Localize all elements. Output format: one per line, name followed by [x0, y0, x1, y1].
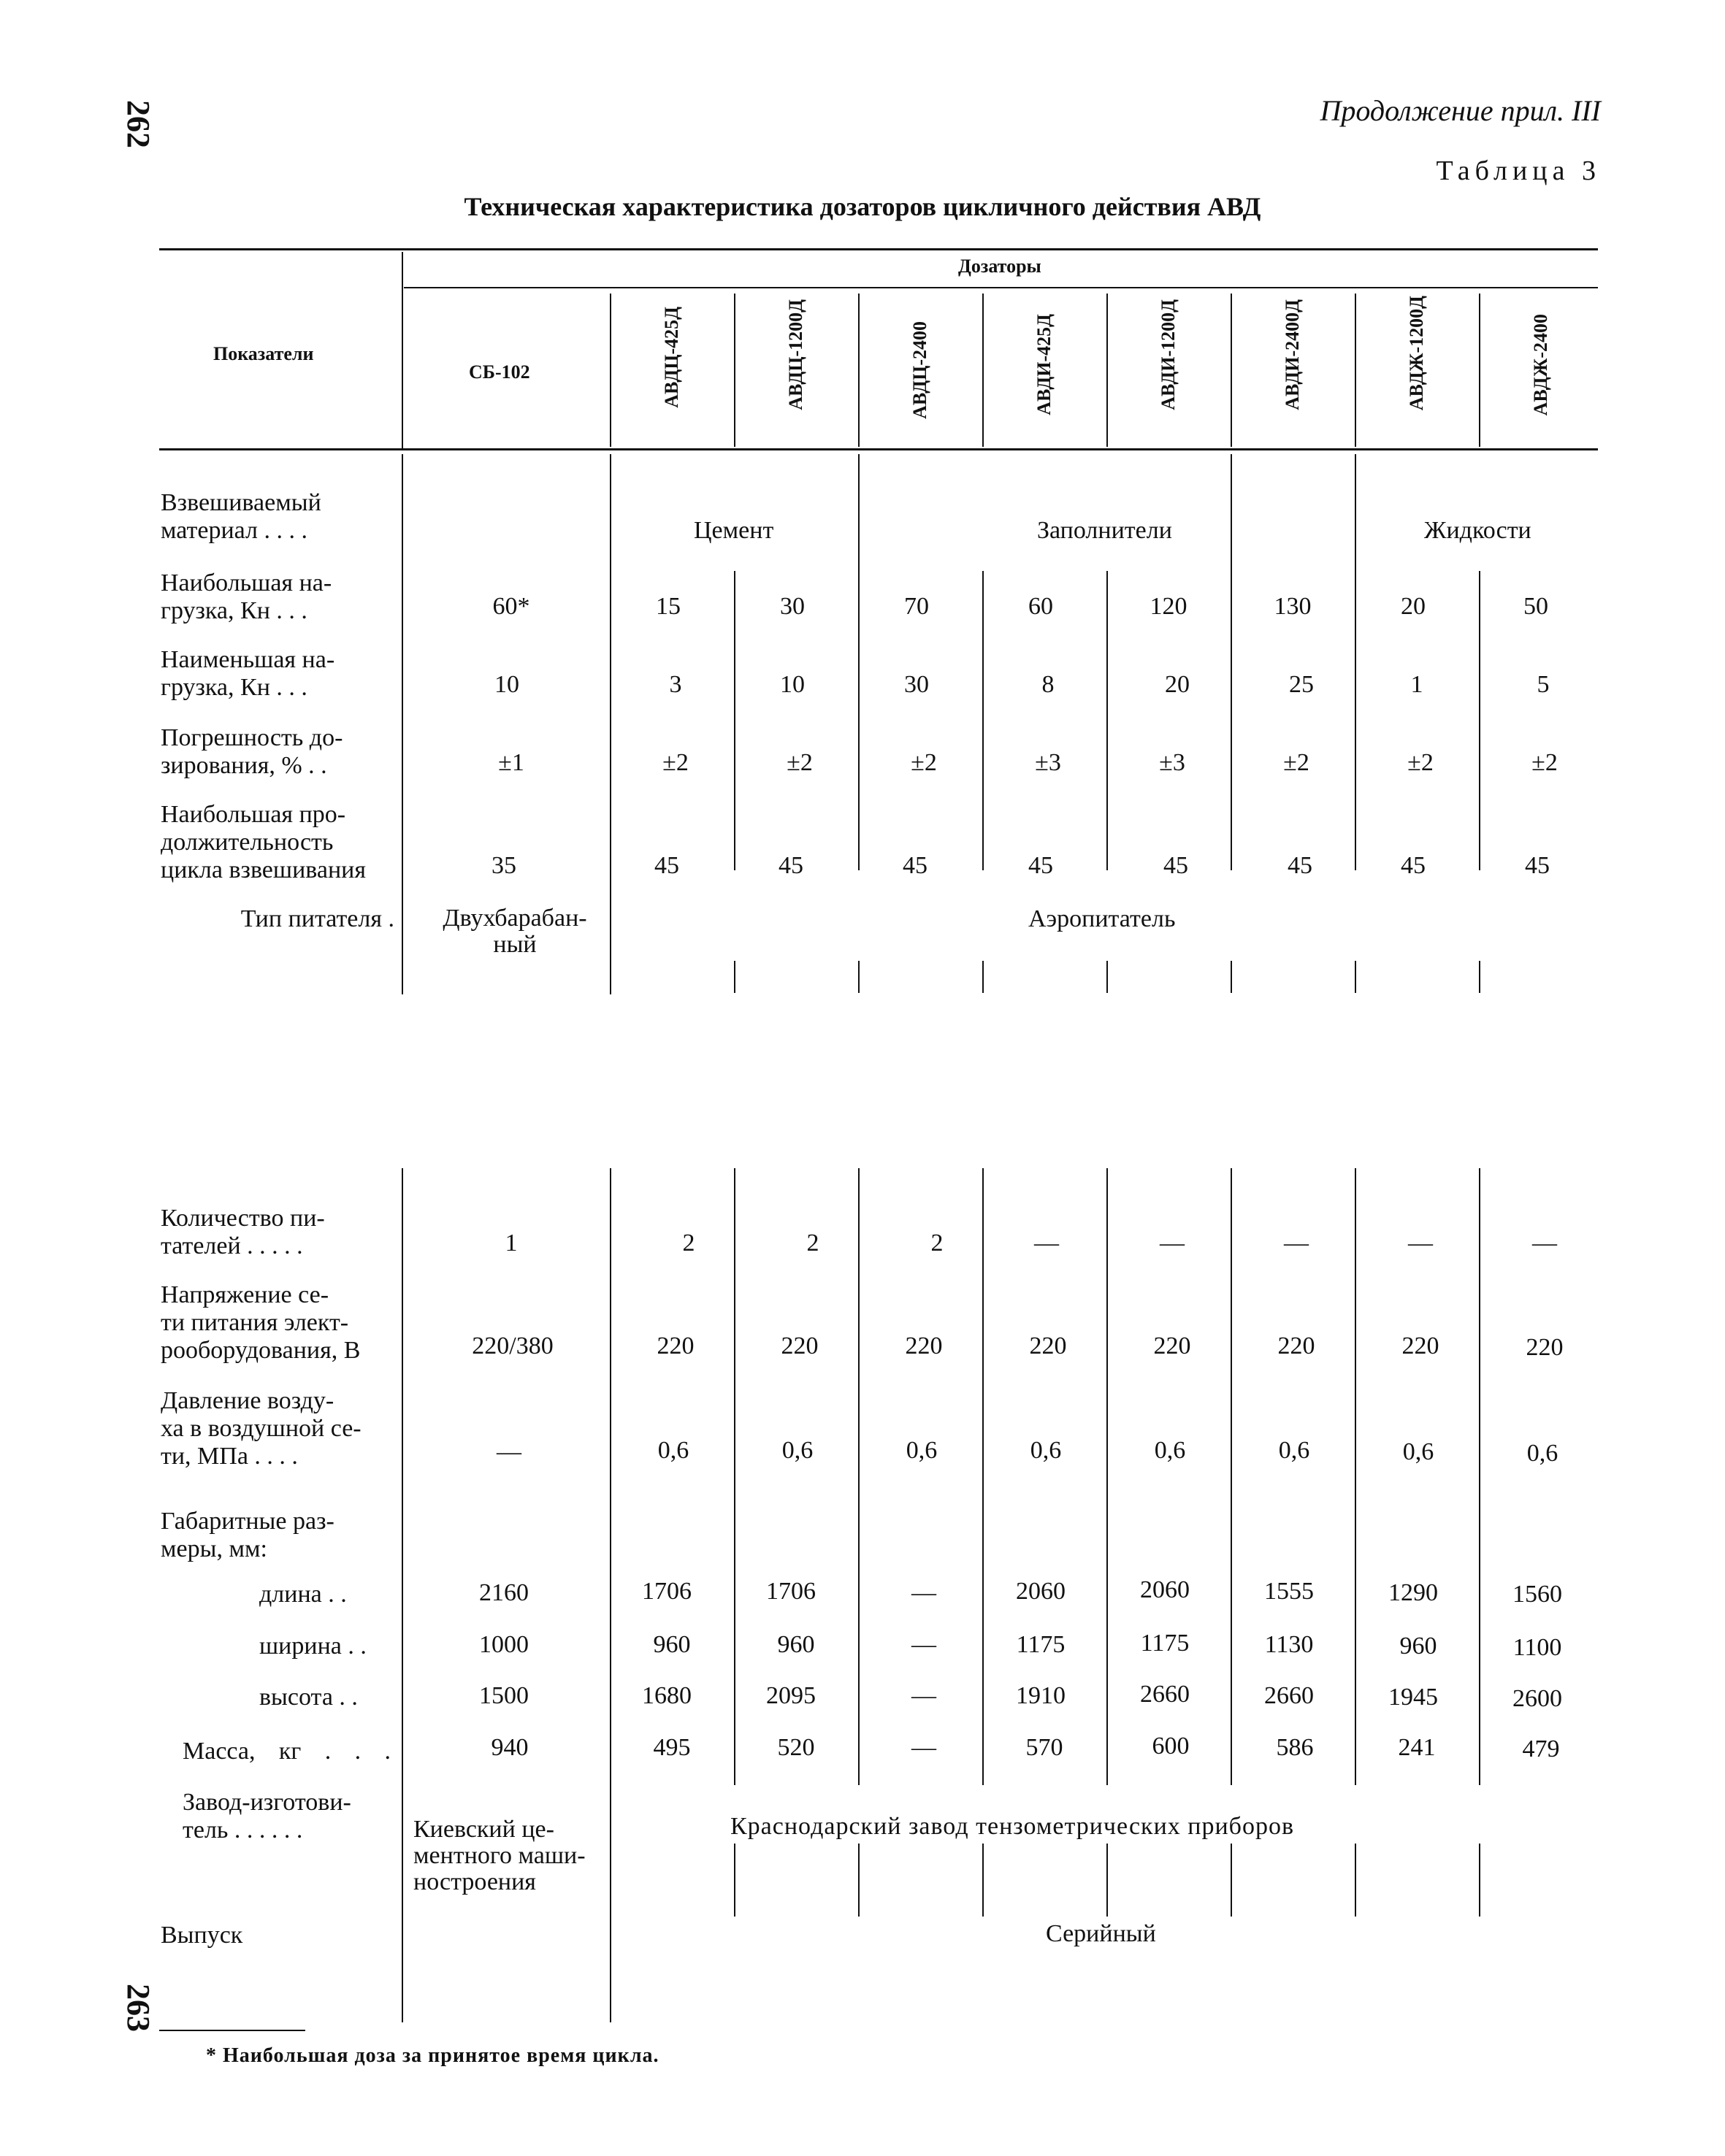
- cycle-sb102: 35: [492, 852, 516, 879]
- row-label-feeder-type: Тип питателя .: [240, 905, 394, 932]
- max-load-avdzh-1200d: 20: [1401, 593, 1426, 620]
- mass-avdi-425d: 570: [1025, 1734, 1063, 1761]
- header-sep: [982, 294, 984, 447]
- release-others: Серийный: [1046, 1920, 1156, 1947]
- error-avdc-425d: ±2: [662, 749, 689, 776]
- error-avdc-2400: ±2: [911, 749, 937, 776]
- error-avdzh-1200d: ±2: [1407, 749, 1434, 776]
- row-label-dimensions: Габаритные раз- меры, мм:: [161, 1508, 334, 1562]
- feeder-count-sb102: 1: [505, 1229, 518, 1257]
- min-load-avdi-425d: 8: [1041, 671, 1055, 698]
- body-sep: [1231, 1844, 1232, 1917]
- width-avdi-2400d: 1130: [1264, 1631, 1314, 1658]
- error-avdi-2400d: ±2: [1283, 749, 1309, 776]
- cycle-avdzh-1200d: 45: [1401, 852, 1426, 879]
- body-sep: [1231, 454, 1232, 870]
- page-number-top: 262: [121, 100, 156, 148]
- row-label-air-pressure: Давление возду- ха в воздушной се- ти, МПа . . . .: [161, 1387, 362, 1470]
- feeder-count-avdi-425d: —: [1034, 1229, 1059, 1257]
- error-avdi-425d: ±3: [1035, 749, 1061, 776]
- body-tick: [1479, 961, 1480, 993]
- min-load-avdi-2400d: 25: [1289, 671, 1314, 698]
- max-load-sb102: 60*: [492, 593, 530, 620]
- body-sep-label: [402, 1168, 403, 2022]
- min-load-avdc-425d: 3: [669, 671, 682, 698]
- manufacturer-others: Краснодарский завод тензометрических приборов: [730, 1813, 1295, 1840]
- body-sep: [1479, 1844, 1480, 1917]
- length-sb102: 2160: [479, 1579, 529, 1606]
- height-avdc-1200d: 2095: [766, 1682, 816, 1709]
- min-load-avdzh-1200d: 1: [1410, 671, 1423, 698]
- feeder-count-avdzh-2400: —: [1532, 1229, 1557, 1257]
- height-avdzh-2400: 2600: [1512, 1685, 1562, 1712]
- feeder-count-avdi-2400d: —: [1284, 1229, 1309, 1257]
- body-tick: [734, 961, 735, 993]
- voltage-avdc-2400: 220: [905, 1332, 943, 1359]
- air-pressure-avdc-2400: 0,6: [906, 1437, 938, 1464]
- material-fillers: Заполнители: [1037, 517, 1172, 544]
- error-avdi-1200d: ±3: [1159, 749, 1185, 776]
- height-sb102: 1500: [479, 1682, 529, 1709]
- length-avdzh-1200d: 1290: [1388, 1579, 1438, 1606]
- header-sep: [1106, 294, 1108, 447]
- air-pressure-avdi-2400d: 0,6: [1278, 1437, 1310, 1464]
- row-label-min-load: Наименьшая на- грузка, Кн . . .: [161, 646, 335, 701]
- mass-avdc-425d: 495: [653, 1734, 691, 1761]
- body-sep: [1106, 1168, 1108, 1785]
- cycle-avdc-425d: 45: [654, 852, 679, 879]
- feeder-count-avdi-1200d: —: [1160, 1229, 1185, 1257]
- header-dosers: Дозаторы: [958, 256, 1041, 277]
- max-load-avdi-2400d: 130: [1274, 593, 1312, 620]
- header-sep-label: [402, 252, 403, 449]
- header-col-avdc-2400: АВДЦ-2400: [909, 321, 930, 419]
- height-avdi-1200d: 2660: [1140, 1681, 1190, 1708]
- width-avdzh-1200d: 960: [1399, 1633, 1437, 1660]
- header-col-avdc-425d: АВДЦ-425Д: [661, 307, 682, 408]
- width-avdzh-2400: 1100: [1512, 1634, 1562, 1661]
- width-avdc-425d: 960: [653, 1631, 691, 1658]
- body-sep: [982, 1844, 984, 1917]
- voltage-avdi-425d: 220: [1029, 1332, 1067, 1359]
- min-load-avdc-1200d: 10: [780, 671, 805, 698]
- continuation-note: Продолжение прил. III: [1320, 94, 1601, 127]
- max-load-avdi-425d: 60: [1028, 593, 1053, 620]
- row-label-max-load: Наибольшая на- грузка, Кн . . .: [161, 569, 332, 624]
- header-indicators: Показатели: [213, 343, 314, 364]
- footnote-rule: [159, 2030, 305, 2031]
- header-sep: [1479, 294, 1480, 447]
- row-label-manufacturer: Завод-изготови- тель . . . . . .: [183, 1789, 351, 1844]
- air-pressure-avdzh-2400: 0,6: [1526, 1440, 1558, 1467]
- error-sb102: ±1: [498, 749, 524, 776]
- width-avdc-2400: —: [911, 1631, 936, 1658]
- row-label-error: Погрешность до- зирования, % . .: [161, 724, 343, 779]
- length-avdi-425d: 2060: [1016, 1578, 1066, 1605]
- min-load-avdc-2400: 30: [904, 671, 929, 698]
- width-sb102: 1000: [479, 1631, 529, 1658]
- mass-avdc-2400: —: [911, 1734, 936, 1761]
- min-load-avdi-1200d: 20: [1165, 671, 1190, 698]
- footnote: * Наибольшая доза за принятое время цикла.: [206, 2044, 659, 2067]
- cycle-avdzh-2400: 45: [1525, 852, 1550, 879]
- max-load-avdc-2400: 70: [904, 593, 929, 620]
- min-load-avdzh-2400: 5: [1537, 671, 1550, 698]
- height-avdc-2400: —: [911, 1682, 936, 1709]
- body-sep: [1355, 1168, 1356, 1785]
- feeder-type-sb102: Двухбарабан- ный: [443, 905, 587, 958]
- row-label-material: Взвешиваемый материал . . . .: [161, 489, 321, 544]
- air-pressure-avdi-1200d: 0,6: [1154, 1437, 1186, 1464]
- air-pressure-avdc-1200d: 0,6: [781, 1437, 814, 1464]
- body-tick: [858, 961, 860, 993]
- body-sep: [1479, 1168, 1480, 1785]
- air-pressure-sb102: —: [497, 1438, 521, 1465]
- voltage-avdzh-2400: 220: [1526, 1334, 1564, 1361]
- body-sep-label: [402, 454, 403, 994]
- body-sep: [858, 1168, 860, 1785]
- length-avdc-2400: —: [911, 1579, 936, 1606]
- row-label-length: длина . .: [259, 1581, 347, 1608]
- max-load-avdzh-2400: 50: [1523, 593, 1548, 620]
- body-sep: [1106, 1844, 1108, 1917]
- header-col-sb102: СБ-102: [469, 361, 530, 383]
- body-sep: [734, 1844, 735, 1917]
- row-label-height: высота . .: [259, 1684, 358, 1711]
- feeder-count-avdc-2400: 2: [930, 1229, 944, 1257]
- mass-avdzh-1200d: 241: [1398, 1734, 1436, 1761]
- body-sep: [858, 454, 860, 870]
- length-avdi-2400d: 1555: [1264, 1578, 1314, 1605]
- length-avdi-1200d: 2060: [1140, 1576, 1190, 1603]
- mass-avdzh-2400: 479: [1522, 1735, 1560, 1762]
- body-sep: [1106, 571, 1108, 870]
- body-tick: [982, 961, 984, 993]
- cycle-avdi-1200d: 45: [1163, 852, 1188, 879]
- material-cement: Цемент: [694, 517, 774, 544]
- table-top-rule: [159, 248, 1598, 250]
- feeder-count-avdzh-1200d: —: [1408, 1229, 1433, 1257]
- feeder-count-avdc-1200d: 2: [806, 1229, 819, 1257]
- header-sep: [610, 294, 611, 447]
- table-title: Техническая характеристика дозаторов цикличного действия АВД: [464, 192, 1261, 221]
- length-avdc-425d: 1706: [642, 1578, 692, 1605]
- body-sep: [858, 1844, 860, 1917]
- height-avdzh-1200d: 1945: [1388, 1684, 1438, 1711]
- header-sep: [734, 294, 735, 447]
- error-avdzh-2400: ±2: [1531, 749, 1558, 776]
- header-col-avdi-1200d: АВДИ-1200Д: [1158, 299, 1179, 410]
- voltage-avdc-1200d: 220: [781, 1332, 819, 1359]
- body-tick: [1106, 961, 1108, 993]
- body-sep: [610, 454, 611, 994]
- air-pressure-avdi-425d: 0,6: [1030, 1437, 1062, 1464]
- dosers-header-rule: [404, 287, 1598, 288]
- height-avdi-425d: 1910: [1016, 1682, 1066, 1709]
- body-sep: [1231, 1168, 1232, 1785]
- body-sep: [734, 1168, 735, 1785]
- header-sep: [1231, 294, 1232, 447]
- max-load-avdc-1200d: 30: [780, 593, 805, 620]
- mass-avdi-1200d: 600: [1152, 1733, 1190, 1760]
- body-tick: [1355, 961, 1356, 993]
- header-col-avdzh-1200d: АВДЖ-1200Д: [1406, 296, 1427, 411]
- header-col-avdi-2400d: АВДИ-2400Д: [1282, 299, 1303, 410]
- air-pressure-avdzh-1200d: 0,6: [1402, 1438, 1434, 1465]
- width-avdi-1200d: 1175: [1140, 1630, 1190, 1657]
- feeder-type-others: Аэропитатель: [1028, 905, 1176, 932]
- max-load-avdi-1200d: 120: [1150, 593, 1187, 620]
- body-sep: [610, 1168, 611, 2022]
- error-avdc-1200d: ±2: [787, 749, 813, 776]
- row-label-release: Выпуск: [161, 1922, 243, 1949]
- height-avdc-425d: 1680: [642, 1682, 692, 1709]
- body-sep: [1355, 454, 1356, 870]
- feeder-count-avdc-425d: 2: [682, 1229, 695, 1257]
- header-col-avdzh-2400: АВДЖ-2400: [1530, 314, 1551, 416]
- table-label: Таблица 3: [1436, 156, 1601, 186]
- body-sep: [734, 571, 735, 870]
- header-sep: [858, 294, 860, 447]
- width-avdc-1200d: 960: [777, 1631, 815, 1658]
- cycle-avdc-1200d: 45: [779, 852, 803, 879]
- header-col-avdc-1200d: АВДЦ-1200Д: [785, 299, 806, 410]
- row-label-mass: Масса, кг . . .: [183, 1738, 391, 1765]
- row-label-voltage: Напряжение се- ти питания элект- рооборудования, В: [161, 1281, 361, 1364]
- cycle-avdc-2400: 45: [903, 852, 927, 879]
- page-number-bottom: 263: [121, 1984, 156, 2032]
- voltage-avdzh-1200d: 220: [1401, 1332, 1439, 1359]
- cycle-avdi-2400d: 45: [1288, 852, 1312, 879]
- manufacturer-sb102: Киевский це- ментного маши- ностроения: [413, 1816, 586, 1895]
- row-label-cycle: Наибольшая про- должительность цикла взвешивания: [161, 801, 366, 883]
- min-load-sb102: 10: [494, 671, 519, 698]
- length-avdc-1200d: 1706: [766, 1578, 816, 1605]
- body-sep: [982, 1168, 984, 1785]
- mass-sb102: 940: [491, 1734, 529, 1761]
- material-liquids: Жидкости: [1424, 517, 1531, 544]
- voltage-avdc-425d: 220: [657, 1332, 695, 1359]
- body-tick: [1231, 961, 1232, 993]
- voltage-avdi-1200d: 220: [1153, 1332, 1191, 1359]
- length-avdzh-2400: 1560: [1512, 1581, 1562, 1608]
- body-sep: [1355, 1844, 1356, 1917]
- width-avdi-425d: 1175: [1016, 1631, 1066, 1658]
- max-load-avdc-425d: 15: [656, 593, 681, 620]
- mass-avdc-1200d: 520: [777, 1734, 815, 1761]
- header-bottom-rule: [159, 448, 1598, 450]
- voltage-avdi-2400d: 220: [1277, 1332, 1315, 1359]
- cycle-avdi-425d: 45: [1028, 852, 1053, 879]
- header-sep: [1355, 294, 1356, 447]
- mass-avdi-2400d: 586: [1276, 1734, 1314, 1761]
- body-sep: [1479, 571, 1480, 870]
- air-pressure-avdc-425d: 0,6: [657, 1437, 689, 1464]
- height-avdi-2400d: 2660: [1264, 1682, 1314, 1709]
- body-sep: [982, 571, 984, 870]
- header-col-avdi-425d: АВДИ-425Д: [1033, 314, 1055, 415]
- row-label-width: ширина . .: [259, 1633, 367, 1660]
- row-label-feeder-count: Количество пи- тателей . . . . .: [161, 1205, 325, 1259]
- voltage-sb102: 220/380: [472, 1332, 554, 1359]
